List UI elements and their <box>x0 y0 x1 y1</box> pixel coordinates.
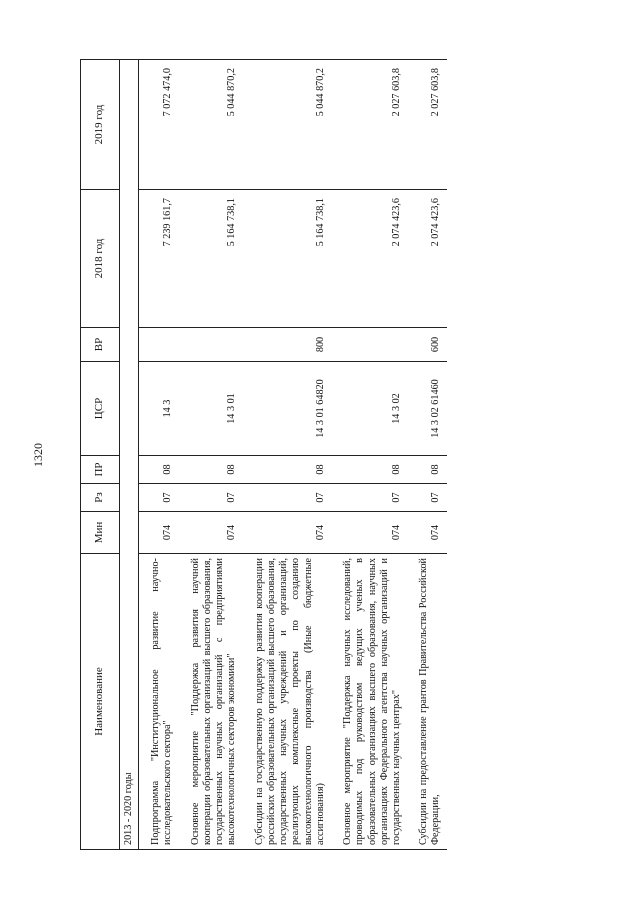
header-row <box>81 60 120 850</box>
row-pr: 08 <box>251 456 331 484</box>
row-min: 074 <box>251 512 331 554</box>
row-name: Субсидии на предоставление грантов Правительства Российской Федерации, <box>415 554 446 850</box>
row-min: 074 <box>187 512 243 554</box>
row-rz: 07 <box>147 484 178 512</box>
row-2019: 5 044 870,2 <box>187 60 243 190</box>
row-rz: 07 <box>251 484 331 512</box>
row-2019: 2 027 603,8 <box>415 60 446 190</box>
row-pr: 08 <box>187 456 243 484</box>
header-vr: ВР <box>81 328 120 362</box>
row-rz: 07 <box>187 484 243 512</box>
row-name: Основное мероприятие "Поддержка развития научной кооперации образовательных организаций высшего образования, государственных научных организаций с предприятиями высокотехнологичных секторов экономики" <box>187 554 243 850</box>
period-row <box>120 60 139 850</box>
period-label: 2013 - 2020 годы <box>120 60 139 850</box>
row-csr: 14 3 <box>147 362 178 456</box>
table-row <box>415 60 446 850</box>
table-row <box>147 60 178 850</box>
row-vr: 800 <box>251 328 331 362</box>
header-2019: 2019 год <box>81 60 120 190</box>
row-name: Подпрограмма "Институциональное развитие научно-исследовательского сектора" <box>147 554 178 850</box>
header-2018: 2018 год <box>81 190 120 328</box>
row-vr <box>339 328 407 362</box>
row-vr <box>187 328 243 362</box>
header-name: Наименование <box>81 554 120 850</box>
header-csr: ЦСР <box>81 362 120 456</box>
row-2018: 5 164 738,1 <box>251 190 331 328</box>
row-name: Субсидии на государственную поддержку развития кооперации российских образовательных организаций высшего образования, государственных научных учреждений и организаций, реализующих комплексные проекты по созданию высокотехнологичного производства (Иные бюджетные ассигнования) <box>251 554 331 850</box>
row-pr: 08 <box>339 456 407 484</box>
row-min: 074 <box>415 512 446 554</box>
row-csr: 14 3 02 61460 <box>415 362 446 456</box>
row-vr <box>147 328 178 362</box>
header-pr: ПР <box>81 456 120 484</box>
row-pr: 08 <box>415 456 446 484</box>
row-2018: 2 074 423,6 <box>415 190 446 328</box>
row-rz: 07 <box>415 484 446 512</box>
table-row <box>339 60 407 850</box>
header-rz: Рз <box>81 484 120 512</box>
page-number: 1320 <box>31 443 45 467</box>
budget-table <box>80 59 447 850</box>
table-row <box>187 60 243 850</box>
header-min: Мин <box>81 512 120 554</box>
row-2019: 7 072 474,0 <box>147 60 178 190</box>
row-min: 074 <box>147 512 178 554</box>
row-2019: 2 027 603,8 <box>339 60 407 190</box>
row-name: Основное мероприятие "Поддержка научных исследований, проводимых под руководством ведущих ученых в образовательных организациях высшего образования, научных организациях Федерального агентства научных организаций и государственных научных центрах" <box>339 554 407 850</box>
row-csr: 14 3 01 <box>187 362 243 456</box>
row-csr: 14 3 02 <box>339 362 407 456</box>
table-row <box>251 60 331 850</box>
row-min: 074 <box>339 512 407 554</box>
row-2018: 2 074 423,6 <box>339 190 407 328</box>
row-2018: 5 164 738,1 <box>187 190 243 328</box>
row-csr: 14 3 01 64820 <box>251 362 331 456</box>
row-vr: 600 <box>415 328 446 362</box>
table-container <box>80 50 640 850</box>
row-2019: 5 044 870,2 <box>251 60 331 190</box>
row-pr: 08 <box>147 456 178 484</box>
row-2018: 7 239 161,7 <box>147 190 178 328</box>
rotated-page <box>80 50 640 850</box>
row-rz: 07 <box>339 484 407 512</box>
